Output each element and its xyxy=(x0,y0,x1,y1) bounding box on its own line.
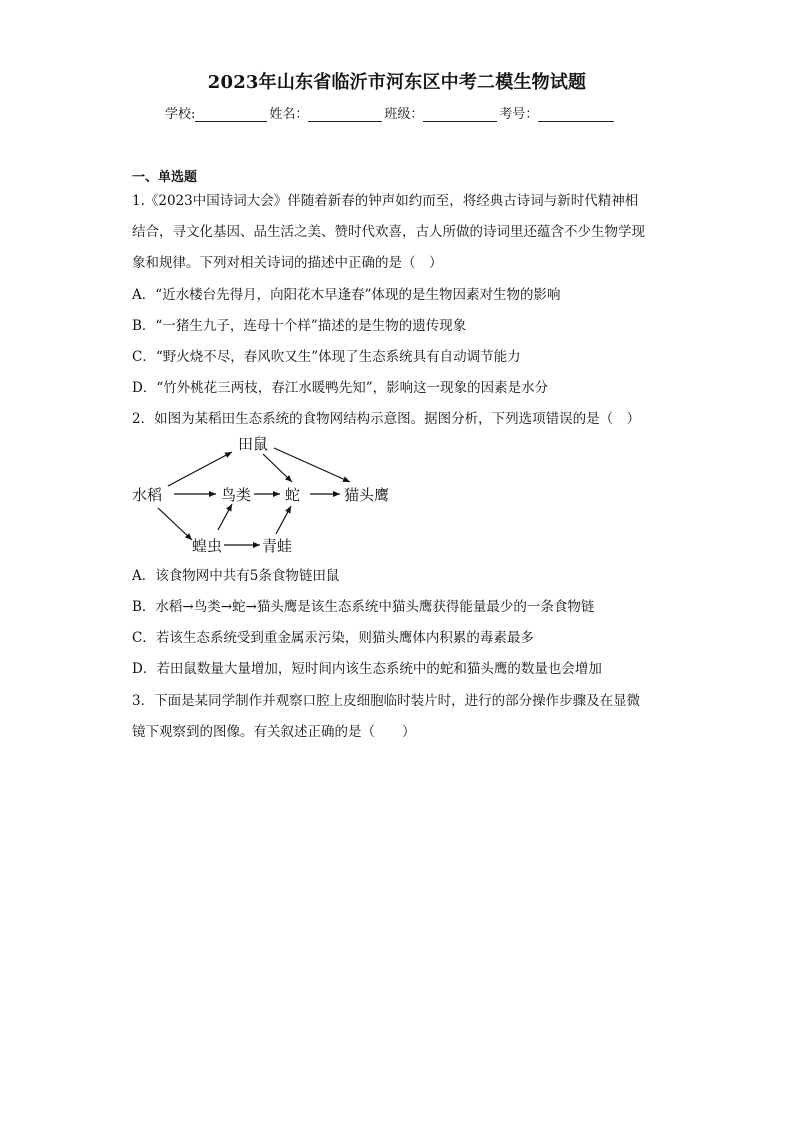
arrow-rice-to-locust xyxy=(158,508,192,540)
number-blank xyxy=(538,107,614,122)
class-blank xyxy=(423,107,497,122)
node-bird: 鸟类 xyxy=(221,486,252,504)
node-locust: 蝗虫 xyxy=(192,537,223,555)
q1-line-2: 结合，寻文化基因、品生活之美、赞时代欢喜，古人所做的诗词里还蕴含不少生物学现 xyxy=(132,224,645,240)
arrow-mouse-to-owl xyxy=(274,448,350,482)
arrow-frog-to-snake xyxy=(276,506,291,534)
number-label: 考号： xyxy=(499,107,539,122)
arrow-mouse-to-snake xyxy=(263,454,292,482)
q1-option-a: A．“近水楼台先得月，向阳花木早逢春”体现的是生物因素对生物的影响 xyxy=(132,287,561,303)
q1-option-c: C．“野火烧不尽，春风吹又生”体现了生态系统具有自动调节能力 xyxy=(132,349,521,365)
q2-option-d: D．若田鼠数量大量增加，短时间内该生态系统中的蛇和猫头鹰的数量也会增加 xyxy=(132,661,602,677)
q3-line-1: 3．下面是某同学制作并观察口腔上皮细胞临时装片时，进行的部分操作步骤及在显微 xyxy=(132,693,641,709)
node-rice: 水稻 xyxy=(132,486,163,504)
node-owl: 猫头鹰 xyxy=(344,486,390,504)
school-blank xyxy=(195,107,267,122)
food-web-diagram xyxy=(128,430,418,560)
node-snake: 蛇 xyxy=(285,486,301,504)
school-label: 学校: xyxy=(165,107,196,122)
class-label: 班级： xyxy=(384,107,424,122)
arrow-locust-to-bird xyxy=(218,504,232,530)
q1-option-d: D．“竹外桃花三两枝，春江水暖鸭先知”，影响这一现象的因素是水分 xyxy=(132,380,549,396)
node-mouse: 田鼠 xyxy=(238,435,269,453)
section-heading: 一、单选题 xyxy=(132,170,198,185)
q2-option-b: B．水稻→鸟类→蛇→猫头鹰是该生态系统中猫头鹰获得能量最少的一条食物链 xyxy=(132,599,595,615)
node-frog: 青蛙 xyxy=(262,537,293,555)
student-info-row xyxy=(165,103,616,122)
q1-line-1: 1.《2023中国诗词大会》伴随着新春的钟声如约而至，将经典古诗词与新时代精神相 xyxy=(132,193,639,209)
q1-line-3: 象和规律。下列对相关诗词的描述中正确的是（ ） xyxy=(132,255,443,271)
q2-stem: 2．如图为某稻田生态系统的食物网结构示意图。据图分析，下列选项错误的是（ ） xyxy=(132,411,641,427)
arrow-rice-to-mouse xyxy=(168,452,232,486)
name-label: 姓名： xyxy=(269,107,309,122)
q2-option-c: C．若该生态系统受到重金属汞污染，则猫头鹰体内积累的毒素最多 xyxy=(132,630,534,646)
page-title: 2023年山东省临沂市河东区中考二模生物试题 xyxy=(207,72,587,93)
name-blank xyxy=(308,107,382,122)
q3-line-2: 镜下观察到的图像。有关叙述正确的是（ ） xyxy=(132,724,416,740)
q1-option-b: B．“一猪生九子，连母十个样”描述的是生物的遗传现象 xyxy=(132,318,467,334)
q2-option-a: A．该食物网中共有5条食物链田鼠 xyxy=(132,568,340,584)
